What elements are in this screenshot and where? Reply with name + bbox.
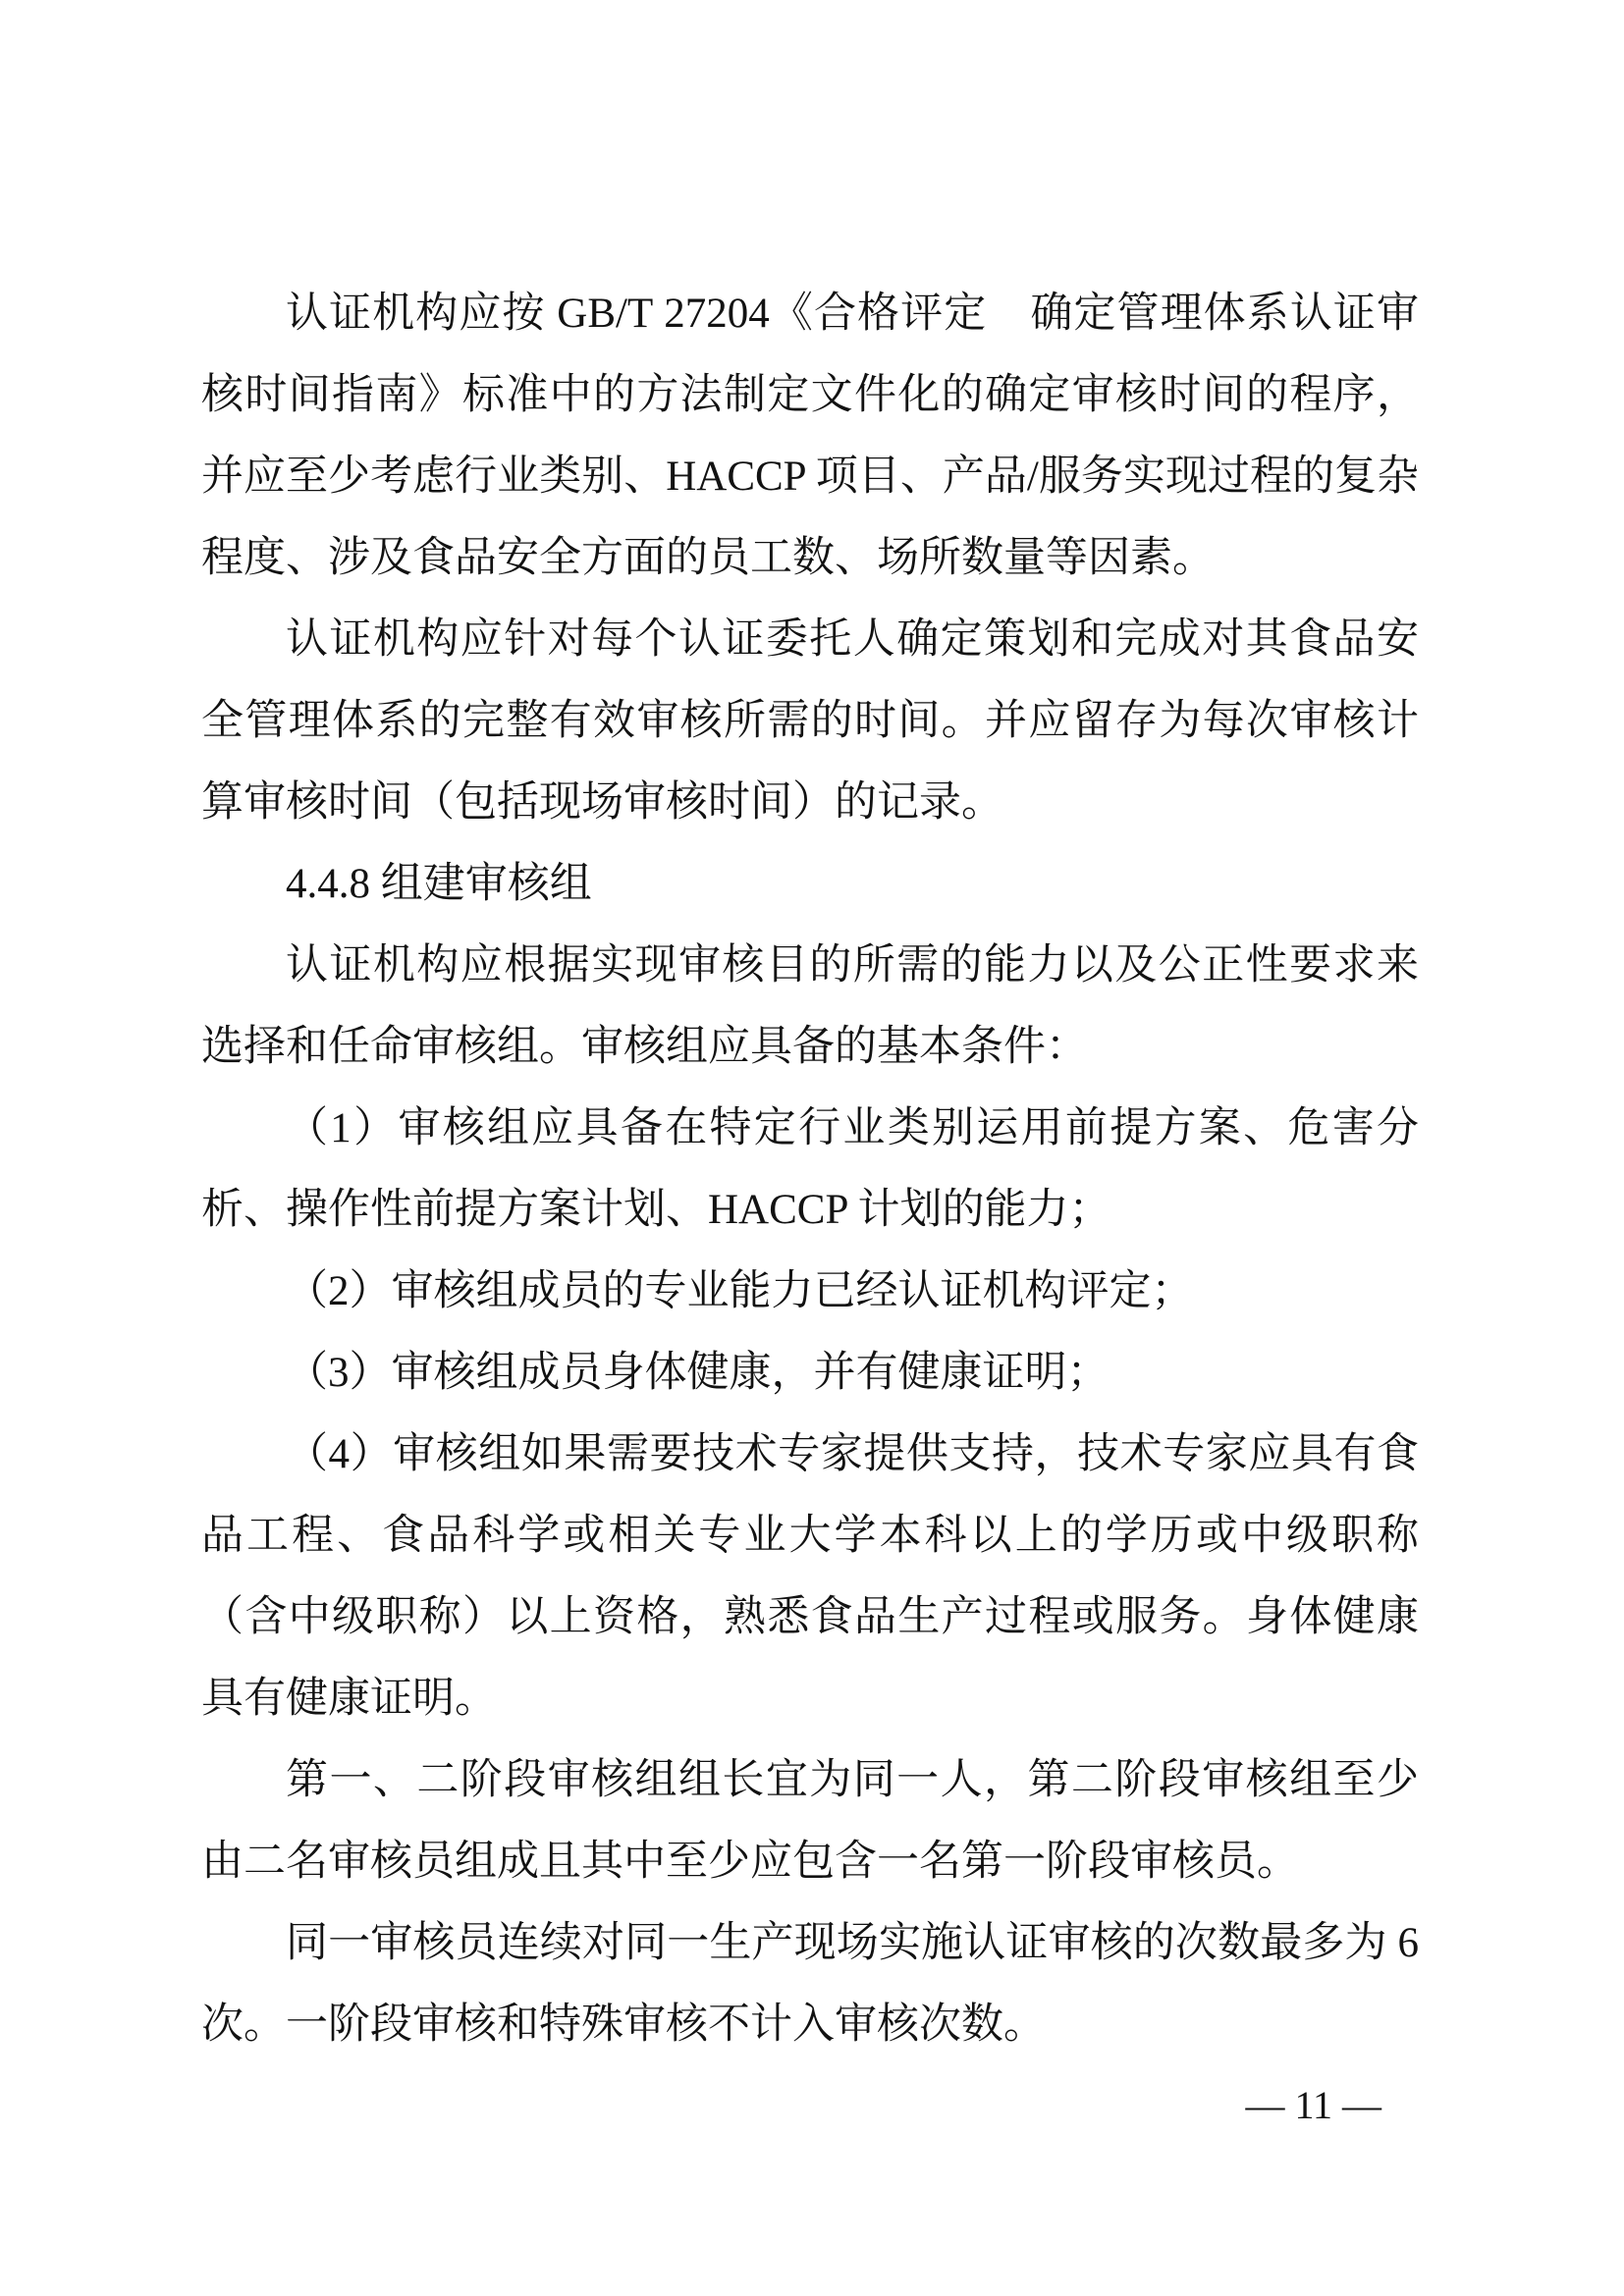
list-item-2: （2）审核组成员的专业能力已经认证机构评定； <box>286 1268 1194 1314</box>
paragraph-auditor-rotation-rule: 同一审核员连续对同一生产现场实施认证审核的次数最多为 6 次。一阶段审核和特殊审核不计入审核次数。 <box>201 1920 1419 2048</box>
list-item-1: （1）审核组应具备在特定行业类别运用前提方案、危害分析、操作性前提方案计划、HACCP 计划的能力； <box>201 1105 1419 1233</box>
paragraph-audit-time-records: 认证机构应针对每个认证委托人确定策划和完成对其食品安全管理体系的完整有效审核所需的时间。并应留存为每次审核计算审核时间（包括现场审核时间）的记录。 <box>201 616 1419 826</box>
text-block <box>201 273 1419 2065</box>
paragraph-team-leader-rule: 第一、二阶段审核组组长宜为同一人，第二阶段审核组至少由二名审核员组成且其中至少应包含一名第一阶段审核员。 <box>201 1757 1419 1885</box>
page-number: — 11 — <box>1245 2083 1381 2127</box>
list-item-3: （3）审核组成员身体健康，并有健康证明； <box>286 1350 1110 1396</box>
paragraph-audit-time-procedure: 认证机构应按 GB/T 27204《合格评定 确定管理体系认证审核时间指南》标准中的方法制定文件化的确定审核时间的程序，并应至少考虑行业类别、HACCP 项目、产品/服务实现过程的复杂程度、涉及食品安全方面的员工数、场所数量等因素。 <box>201 291 1419 581</box>
paragraph-audit-team-requirements: 认证机构应根据实现审核目的所需的能力以及公正性要求来选择和任命审核组。审核组应具备的基本条件： <box>201 942 1419 1070</box>
list-item-4: （4）审核组如果需要技术专家提供支持，技术专家应具有食品工程、食品科学或相关专业大学本科以上的学历或中级职称（含中级职称）以上资格，熟悉食品生产过程或服务。身体健康具有健康证明。 <box>201 1431 1419 1722</box>
section-heading: 4.4.8 组建审核组 <box>286 861 592 907</box>
